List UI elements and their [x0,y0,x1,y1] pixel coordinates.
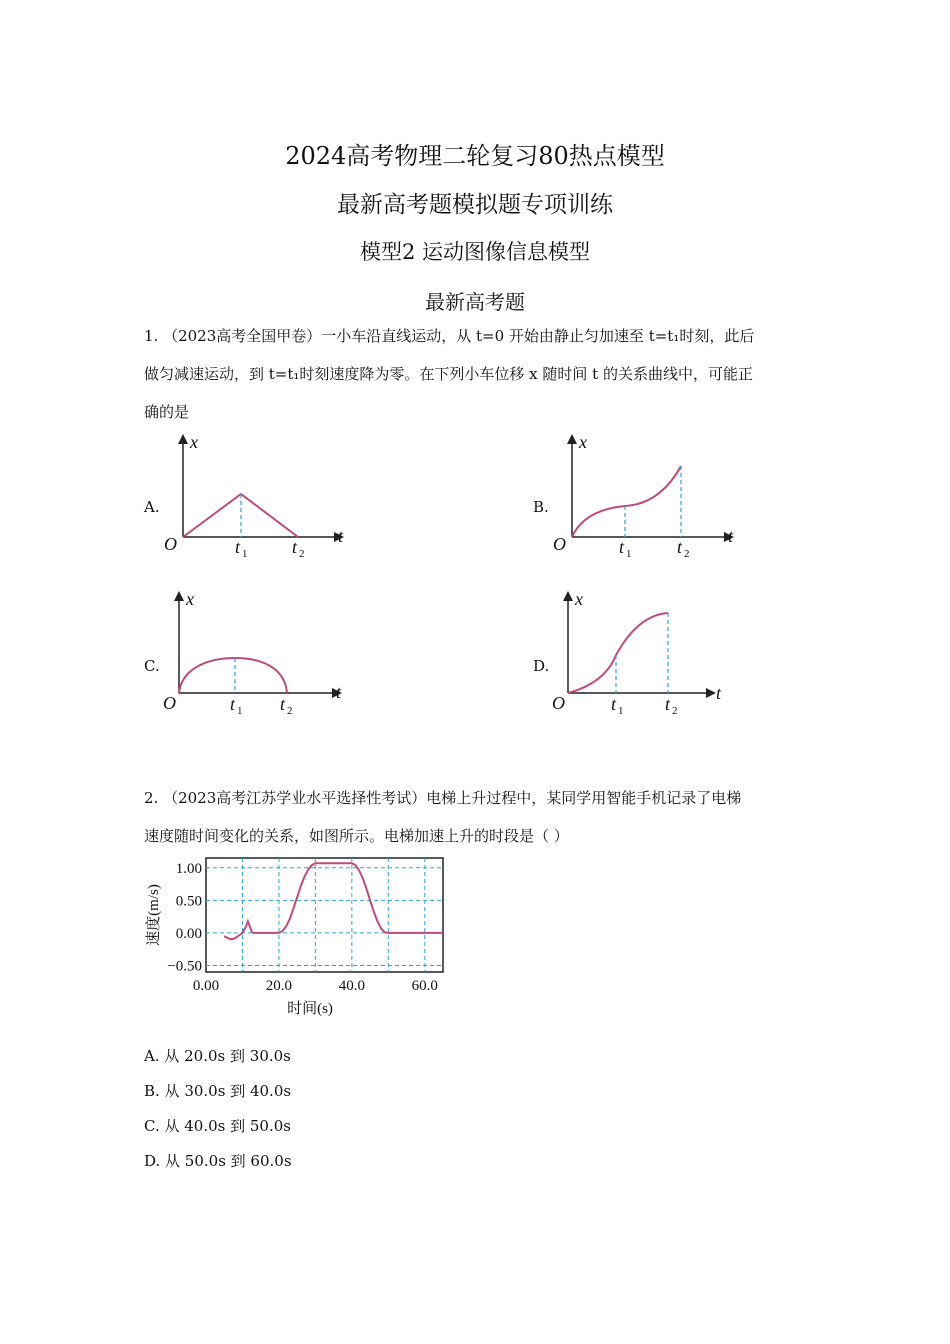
svg-text:1: 1 [237,705,243,717]
graph-b [550,430,750,565]
svg-text:t: t [336,682,342,702]
y-tick-label: 0.00 [175,925,202,942]
svg-text:t: t [230,694,236,714]
q2-line2: 速度随时间变化的关系，如图所示。电梯加速上升的时段是（ ） [144,827,569,845]
origin-label: O [164,534,177,554]
svg-text:O: O [553,534,566,554]
answer-b[interactable]: B. 从 30.0s 到 40.0s [144,1082,292,1100]
svg-text:x: x [575,589,583,609]
x-axis-label: x [190,432,198,452]
svg-text:1: 1 [626,548,632,560]
y-tick-label: 0.50 [175,893,202,910]
graph-c [160,587,360,722]
svg-text:t: t [728,526,734,546]
svg-text:2: 2 [684,548,690,560]
graph-d [550,587,750,722]
q2-line1: 2. （2023高考江苏学业水平选择性考试）电梯上升过程中，某同学用智能手机记录了电梯 [144,789,742,807]
y-axis-title: 速度(m/s) [146,884,162,946]
x-tick-label: 40.0 [338,978,365,994]
plot-frame [206,858,443,972]
svg-text:O: O [163,693,176,713]
svg-text:t: t [716,683,722,703]
y-tick-label: 1.00 [175,860,202,877]
t2-label: t [292,537,298,557]
x-axis-title: 时间(s) [287,1001,333,1017]
answer-d[interactable]: D. 从 50.0s 到 60.0s [144,1152,292,1170]
svg-text:t: t [619,537,625,557]
option-b-label[interactable]: B. [533,498,549,516]
q1-line3: 确的是 [144,403,190,421]
svg-text:t: t [677,537,683,557]
answer-c[interactable]: C. 从 40.0s 到 50.0s [144,1117,291,1135]
answer-a[interactable]: A. 从 20.0s 到 30.0s [144,1047,291,1065]
q1-line2: 做匀减速运动，到 t=t₁时刻速度降为零。在下列小车位移 x 随时间 t 的关系曲线中，可能正 [144,365,753,383]
svg-text:1: 1 [242,548,248,560]
option-c-label[interactable]: C. [144,657,160,675]
svg-text:t: t [611,694,617,714]
section-title: 最新高考题 [425,290,525,314]
t-axis-label: t [338,526,344,546]
svg-text:t: t [665,694,671,714]
svg-text:t: t [280,694,286,714]
option-d-label[interactable]: D. [533,657,550,675]
x-tick-label: 0.00 [192,978,220,994]
velocity-chart [140,850,460,1025]
svg-text:1: 1 [618,705,624,717]
svg-text:x: x [579,432,587,452]
x-tick-label: 60.0 [411,978,438,994]
graph-a [160,430,360,565]
q1-line1: 1. （2023高考全国甲卷）一小车沿直线运动，从 t=0 开始由静止匀加速至 t=t₁时刻，此后 [144,327,755,345]
doc-subtitle: 最新高考题模拟题专项训练 [337,192,613,218]
question-2 [144,779,808,855]
svg-text:x: x [186,589,194,609]
x-tick-label: 20.0 [265,978,293,994]
y-tick-label: −0.50 [167,958,202,975]
svg-text:2: 2 [299,548,305,560]
svg-text:2: 2 [672,705,678,717]
svg-text:O: O [552,693,565,713]
model-title: 模型2 运动图像信息模型 [359,240,591,264]
svg-text:2: 2 [287,705,293,717]
t1-label: t [235,537,241,557]
question-1 [144,317,808,431]
option-a-label[interactable]: A. [144,498,160,516]
doc-title: 2024高考物理二轮复习80热点模型 [285,142,665,170]
